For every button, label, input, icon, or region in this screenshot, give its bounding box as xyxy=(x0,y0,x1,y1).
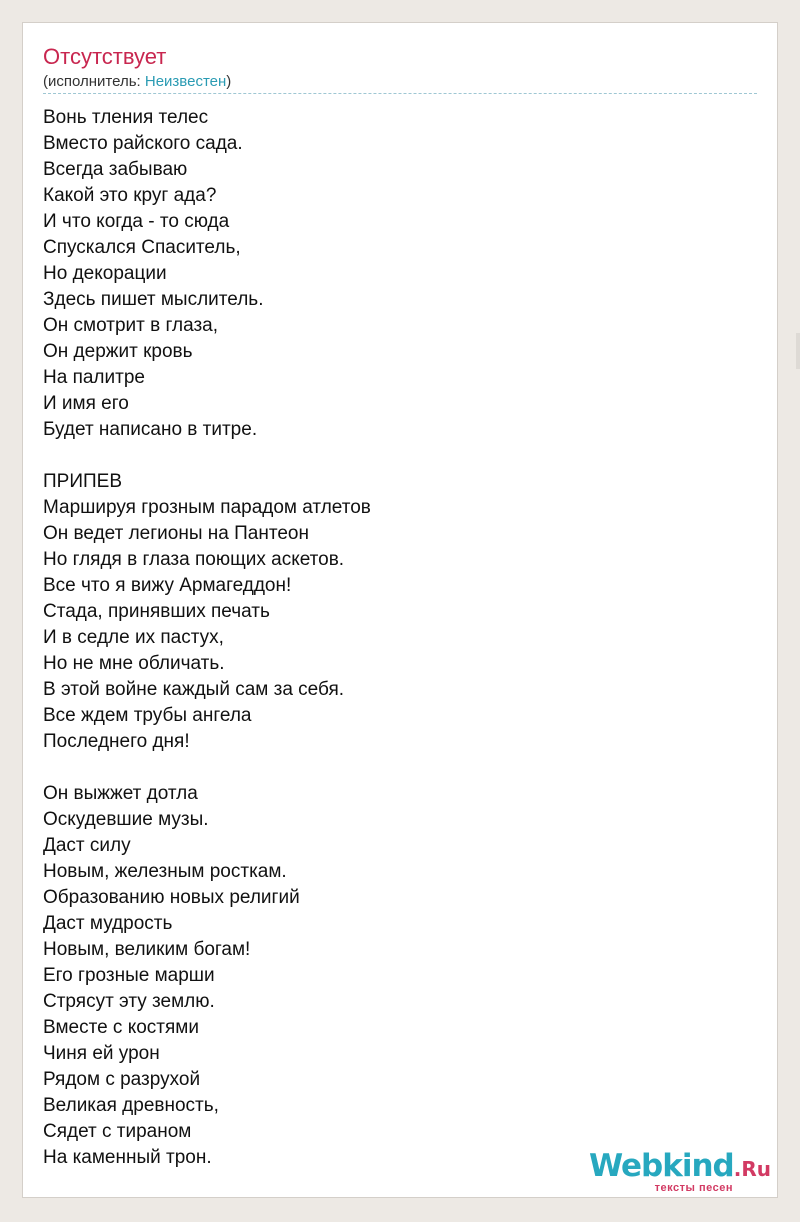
lyric-line: Оскудевшие музы. xyxy=(43,809,209,830)
lyric-line: Вонь тления телес xyxy=(43,107,209,128)
lyric-line: Всегда забываю xyxy=(43,159,188,180)
lyric-line: Даст силу xyxy=(43,835,131,856)
lyrics-card xyxy=(22,22,778,1198)
lyric-line: И имя его xyxy=(43,393,129,414)
lyric-line: Стада, принявших печать xyxy=(43,601,270,622)
scrollbar-thumb[interactable] xyxy=(796,333,800,369)
artist-prefix: (исполнитель: xyxy=(43,73,145,90)
lyric-line: Сядет с тираном xyxy=(43,1121,192,1142)
lyric-line: Но глядя в глаза поющих аскетов. xyxy=(43,549,345,570)
lyric-line: Но не мне обличать. xyxy=(43,653,225,674)
lyric-line: Он смотрит в глаза, xyxy=(43,315,219,336)
lyric-line: Новым, великим богам! xyxy=(43,939,251,960)
header-divider xyxy=(43,93,757,94)
lyric-line: Вместо райского сада. xyxy=(43,133,243,154)
lyric-line: Спускался Спаситель, xyxy=(43,237,241,258)
lyric-line: Вместе с костями xyxy=(43,1017,199,1038)
lyric-line: Чиня ей урон xyxy=(43,1043,160,1064)
lyric-line: Будет написано в титре. xyxy=(43,419,258,440)
artist-line xyxy=(43,72,231,92)
lyric-line: И в седле их пастух, xyxy=(43,627,224,648)
lyric-line: Стрясут эту землю. xyxy=(43,991,215,1012)
lyric-line: ПРИПЕВ xyxy=(43,471,122,492)
lyric-line: Новым, железным росткам. xyxy=(43,861,287,882)
lyric-line: Он держит кровь xyxy=(43,341,193,362)
lyric-line: Он ведет легионы на Пантеон xyxy=(43,523,309,544)
artist-suffix: ) xyxy=(226,73,232,90)
lyric-line: На каменный трон. xyxy=(43,1147,212,1168)
lyric-line: Здесь пишет мыслитель. xyxy=(43,289,264,310)
logo-tagline: тексты песен xyxy=(654,1182,733,1194)
lyric-line: На палитре xyxy=(43,367,145,388)
lyric-line: Все что я вижу Армагеддон! xyxy=(43,575,292,596)
lyric-line: Маршируя грозным парадом атлетов xyxy=(43,497,371,518)
lyric-line: Какой это круг ада? xyxy=(43,185,217,206)
song-title: Отсутствует xyxy=(43,44,167,69)
lyrics-text xyxy=(43,105,371,1171)
lyric-line: Но декорации xyxy=(43,263,167,284)
lyric-line: Его грозные марши xyxy=(43,965,215,986)
lyric-line: Рядом с разрухой xyxy=(43,1069,201,1090)
site-logo[interactable] xyxy=(575,1149,771,1193)
lyric-line: В этой войне каждый сам за себя. xyxy=(43,679,345,700)
lyric-line: Даст мудрость xyxy=(43,913,173,934)
lyric-line: Образованию новых религий xyxy=(43,887,300,908)
artist-link[interactable]: Неизвестен xyxy=(144,73,227,90)
lyric-line: Великая древность, xyxy=(43,1095,219,1116)
lyric-line: Последнего дня! xyxy=(43,731,190,752)
stanza-break xyxy=(43,755,371,781)
logo-word: Webkind xyxy=(588,1148,734,1184)
lyric-line: И что когда - то сюда xyxy=(43,211,230,232)
lyric-line: Все ждем трубы ангела xyxy=(43,705,252,726)
stanza-break xyxy=(43,443,371,469)
lyric-line: Он выжжет дотла xyxy=(43,783,198,804)
logo-domain: .Ru xyxy=(733,1157,771,1181)
